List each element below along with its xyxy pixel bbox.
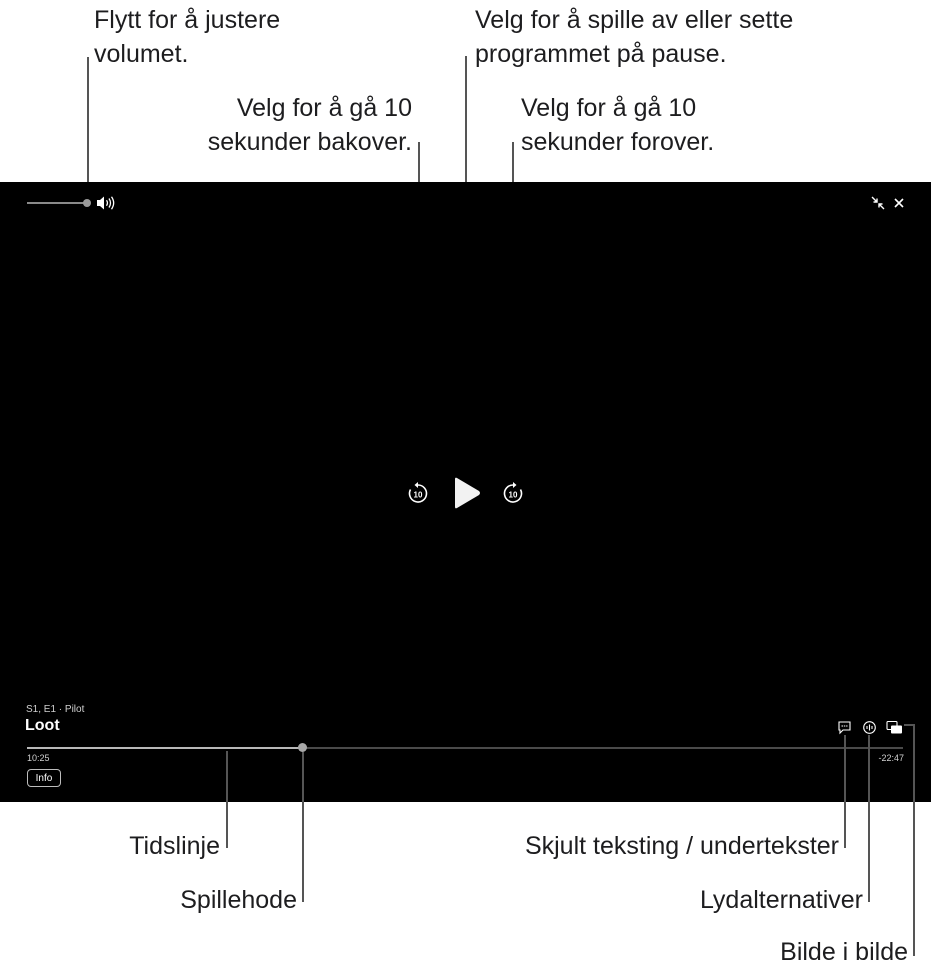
callout-forward-line1: Velg for å gå 10 <box>521 94 697 122</box>
skip-back-10-icon[interactable] <box>407 481 429 510</box>
leader-subtitles <box>844 735 846 848</box>
volume-knob[interactable] <box>83 199 91 207</box>
callout-skip-forward <box>521 91 714 159</box>
picture-in-picture-icon[interactable] <box>886 720 904 740</box>
skip-forward-seconds: 10 <box>508 490 518 500</box>
remaining-time: -22:47 <box>878 753 904 763</box>
leader-timeline <box>226 751 228 848</box>
callout-skip-back <box>150 91 412 159</box>
callout-playhead: Spillehode <box>180 886 297 914</box>
info-button[interactable]: Info <box>27 769 61 787</box>
leader-volume <box>87 57 89 199</box>
leader-pip <box>913 724 915 956</box>
callout-pip: Bilde i bilde <box>780 938 908 966</box>
skip-back-seconds: 10 <box>413 490 423 500</box>
callout-forward-line2: sekunder forover. <box>521 128 715 156</box>
callout-volume-line2: volumet. <box>94 40 189 68</box>
callout-volume <box>94 3 280 71</box>
callout-play-pause <box>475 3 793 71</box>
audio-options-icon[interactable] <box>862 720 877 740</box>
callout-play-line1: Velg for å spille av eller sette <box>475 6 794 34</box>
callout-back-line2: sekunder bakover. <box>207 128 412 156</box>
leader-playhead <box>302 752 304 902</box>
playhead[interactable] <box>298 743 307 752</box>
callout-volume-line1: Flytt for å justere <box>94 6 281 34</box>
volume-slider[interactable] <box>27 202 87 204</box>
skip-forward-10-icon[interactable] <box>502 481 524 510</box>
callout-back-line1: Velg for å gå 10 <box>236 94 412 122</box>
speaker-icon[interactable] <box>96 195 118 216</box>
elapsed-time: 10:25 <box>27 753 50 763</box>
callout-play-line2: programmet på pause. <box>475 40 727 68</box>
callout-timeline: Tidslinje <box>129 832 220 860</box>
callout-subtitles: Skjult teksting / undertekster <box>524 832 839 860</box>
callout-audio: Lydalternativer <box>699 886 863 914</box>
episode-label: S1, E1 · Pilot <box>26 704 85 715</box>
play-icon[interactable] <box>452 476 482 515</box>
show-title: Loot <box>25 717 60 734</box>
video-player[interactable] <box>0 182 931 802</box>
collapse-icon[interactable] <box>871 196 885 215</box>
timeline[interactable] <box>27 747 903 749</box>
close-icon[interactable] <box>893 196 905 215</box>
timeline-progress <box>27 747 303 749</box>
leader-audio <box>868 735 870 902</box>
